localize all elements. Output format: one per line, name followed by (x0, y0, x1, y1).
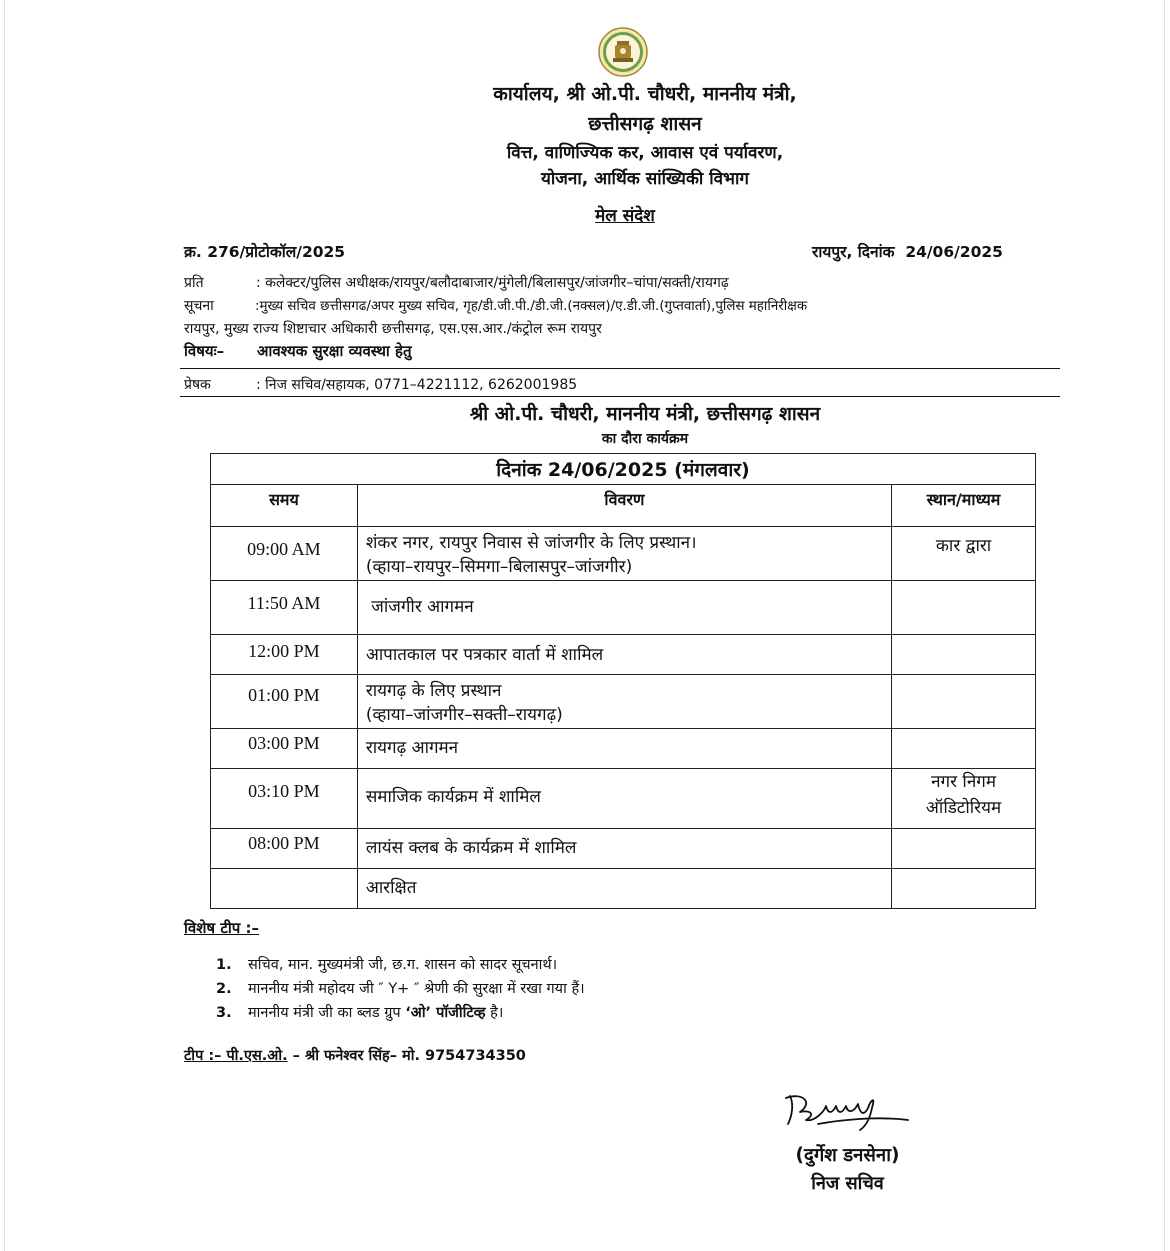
table-row (211, 527, 1036, 581)
subject-value: आवश्यक सुरक्षा व्यवस्था हेतु (257, 342, 412, 360)
row-place (892, 581, 1036, 635)
place-date: रायपुर, दिनांक 24/06/2025 (812, 243, 1003, 261)
row-time: 12:00 PM (211, 635, 358, 675)
row-place (892, 729, 1036, 769)
row-details: समाजिक कार्यक्रम में शामिल (357, 769, 891, 829)
table-row (211, 729, 1036, 769)
row-details: रायगढ़ आगमन (357, 729, 891, 769)
row-place (892, 869, 1036, 909)
row-time: 08:00 PM (211, 829, 358, 869)
row-time (211, 869, 358, 909)
note-text: सचिव, मान. मुख्यमंत्री जी, छ.ग. शासन को सादर सूचनार्थ। (248, 957, 558, 973)
date-header-row (211, 454, 1036, 485)
row-place (892, 769, 1036, 829)
note-text-end: है। (485, 1005, 504, 1021)
info-label: सूचना (184, 298, 214, 314)
reference-number: क्र. 276/प्रोटोकॉल/2025 (184, 243, 346, 261)
row-details: आरक्षित (357, 869, 891, 909)
table-row (211, 675, 1036, 729)
signatory-name: (दुर्गेश डनसेना) (795, 1145, 900, 1166)
message-type: मेल संदेश (595, 206, 655, 226)
column-header-row (211, 485, 1036, 527)
column-header-details: विवरण (357, 485, 891, 527)
column-header-time: समय (211, 485, 358, 527)
blood-group: ‘ओ’ पॉजीटिव्ह (405, 1005, 486, 1021)
row-place: कार द्वारा (892, 527, 1036, 581)
table-row (211, 829, 1036, 869)
row-place (892, 675, 1036, 729)
row-place (892, 829, 1036, 869)
row-details (357, 675, 891, 729)
table-row (211, 635, 1036, 675)
row-place (892, 635, 1036, 675)
info-value-line-1: :मुख्य सचिव छत्तीसगढ/अपर मुख्य सचिव, गृह/डी.जी.पी./डी.जी.(नक्सल)/ए.डी.जी.(गुप्तवार्ता),पुलिस महानिरीक्षक (255, 299, 808, 314)
sender-value: : निज सचिव/सहायक, 0771–4221112, 6262001985 (256, 377, 578, 393)
row-details: लायंस क्लब के कार्यक्रम में शामिल (357, 829, 891, 869)
info-value-line-2: रायपुर, मुख्य राज्य शिष्टाचार अधिकारी छत्तीसगढ़, एस.एस.आर./कंट्रोल रूम रायपुर (184, 321, 602, 337)
row-time: 09:00 AM (211, 527, 358, 581)
notes-heading: विशेष टीप :– (184, 919, 260, 937)
subject-label: विषयः– (184, 342, 225, 360)
row-place-line-2: ऑडिटोरियम (925, 798, 1002, 818)
to-value: : कलेक्टर/पुलिस अधीक्षक/रायपुर/बलौदाबाजार/मुंगेली/बिलासपुर/जांजगीर–चांपा/सक्ती/रायगढ़ (256, 275, 729, 291)
note-number: 1. (216, 957, 232, 973)
date-header: दिनांक 24/06/2025 (मंगलवार) (211, 454, 1036, 485)
pso-tip-value: – श्री फनेश्वर सिंह– मो. 9754734350 (287, 1048, 526, 1064)
note-text: माननीय मंत्री जी का ब्लड ग्रुप (248, 1005, 406, 1021)
row-details-line-1: रायगढ़ के लिए प्रस्थान (365, 681, 502, 701)
note-number: 3. (216, 1005, 232, 1021)
note-text: माननीय मंत्री महोदय जी ″ Y+ ″ श्रेणी की सुरक्षा में रखा गया हैं। (248, 981, 585, 997)
page-edge-left (4, 0, 5, 1251)
note-item (216, 977, 585, 1001)
row-details-line-2: (व्हाया–रायपुर–सिमगा–बिलासपुर–जांजगीर) (365, 557, 633, 577)
row-time: 03:00 PM (211, 729, 358, 769)
to-label: प्रति (184, 275, 204, 291)
note-number: 2. (216, 981, 232, 997)
divider-top (180, 368, 1060, 369)
government-name: छत्तीसगढ़ शासन (588, 113, 702, 135)
note-item (216, 1001, 585, 1025)
notes-list (216, 953, 585, 1025)
row-details: जांजगीर आगमन (357, 581, 891, 635)
row-time: 03:10 PM (211, 769, 358, 829)
row-details (357, 527, 891, 581)
program-title: श्री ओ.पी. चौधरी, माननीय मंत्री, छत्तीसगढ़ शासन (469, 403, 821, 425)
row-details-line-2: (व्हाया–जांजगीर–सक्ती–रायगढ़) (365, 705, 563, 725)
departments-line-1: वित्त, वाणिज्यिक कर, आवास एवं पर्यावरण, (506, 143, 784, 163)
table-row (211, 581, 1036, 635)
divider-bottom (180, 396, 1060, 397)
pso-tip (184, 1045, 526, 1065)
row-time: 01:00 PM (211, 675, 358, 729)
table-row (211, 769, 1036, 829)
note-item (216, 953, 585, 977)
column-header-place: स्थान/माध्यम (892, 485, 1036, 527)
state-emblem-icon (597, 26, 649, 78)
schedule-table (210, 453, 1036, 909)
departments-line-2: योजना, आर्थिक सांख्यिकी विभाग (541, 169, 749, 189)
sender-label: प्रेषक (184, 377, 211, 393)
row-details-line-1: शंकर नगर, रायपुर निवास से जांजगीर के लिए प्रस्थान। (365, 533, 697, 553)
row-time: 11:50 AM (211, 581, 358, 635)
table-row (211, 869, 1036, 909)
program-subtitle: का दौरा कार्यक्रम (601, 431, 689, 447)
row-place-line-1: नगर निगम (931, 772, 997, 792)
row-details: आपातकाल पर पत्रकार वार्ता में शामिल (357, 635, 891, 675)
page-edge-right (1164, 0, 1165, 1251)
pso-tip-label: टीप :– पी.एस.ओ. (184, 1048, 288, 1064)
office-title: कार्यालय, श्री ओ.पी. चौधरी, माननीय मंत्री, (493, 83, 797, 105)
handwritten-signature (780, 1090, 912, 1136)
signatory-designation: निज सचिव (811, 1173, 884, 1194)
